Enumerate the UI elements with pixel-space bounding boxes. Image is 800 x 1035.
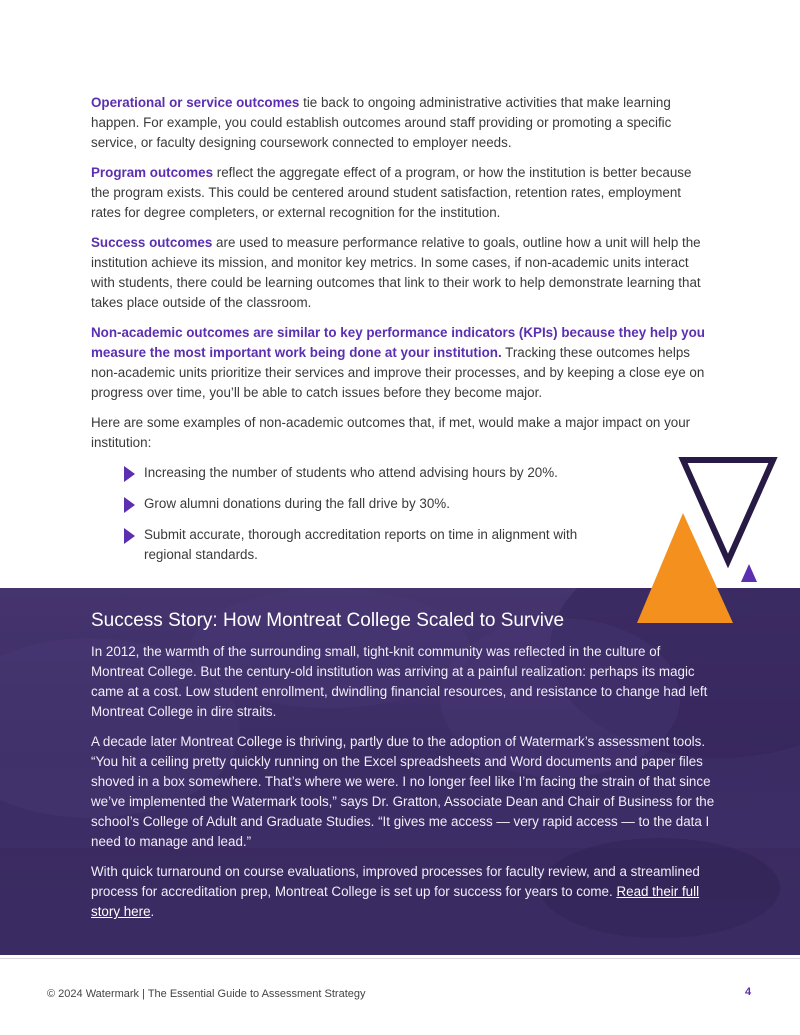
success-outcomes-term: Success outcomes [91, 235, 213, 250]
story-paragraph-3 [91, 862, 716, 922]
list-item [91, 494, 621, 514]
examples-list [91, 463, 711, 565]
small-purple-triangle-icon [741, 564, 757, 582]
story-paragraph-2: A decade later Montreat College is thriving, partly due to the adoption of Watermark’s assessment tools. “You hit a ceiling pretty quickly running on the Excel spreadsheets and Word documents and paper files shoved in a box somewhere. That’s where we were. I no longer feel like I’m facing the strain of that since we’ve implemented the Watermark tools,” says Dr. Gratton, Associate Dean and Chair of Business for the school’s College of Adult and Graduate Studies. “It gives me access — very rapid access — to the data I need to manage and lead.” [91, 734, 715, 849]
story-period: . [150, 904, 155, 919]
example-text: Increasing the number of students who attend advising hours by 20%. [144, 465, 558, 480]
examples-intro: Here are some examples of non-academic outcomes that, if met, would make a major impact on your institution: [91, 415, 691, 450]
operational-outcomes-term: Operational or service outcomes [91, 95, 300, 110]
story-title: Success Story: How Montreat College Scaled to Survive [91, 610, 565, 631]
story-paragraph-3-text: With quick turnaround on course evaluations, improved processes for faculty review, and a streamlined process for accreditation prep, Montreat College is set up for success for years to come. [91, 864, 700, 899]
kpi-paragraph [91, 323, 711, 403]
operational-outcomes-text: tie back to ongoing administrative activities that make learning happen. For example, you could establish outcomes around staff providing or promoting a specific service, or faculty designing coursework connected to employer needs. [91, 95, 672, 150]
example-text: Grow alumni donations during the fall drive by 30%. [144, 496, 450, 511]
page-number: 4 [745, 986, 752, 998]
triangle-bullet-icon [124, 466, 135, 482]
program-outcomes-text: reflect the aggregate effect of a program, or how the institution is better because the program exists. This could be centered around student satisfaction, retention rates, employment rates for degree completers, or external recognition for the institution. [91, 165, 692, 220]
triangle-bullet-icon [124, 528, 135, 544]
kpi-text: Tracking these outcomes helps non-academic units prioritize their services and improve their processes, and by keeping a close eye on progress over time, you’ll be able to catch issues before they become major. [91, 345, 705, 400]
program-outcomes-term: Program outcomes [91, 165, 214, 180]
list-item [91, 463, 621, 483]
kpi-term: Non-academic outcomes are similar to key performance indicators (KPIs) because they help you measure the most important work being done at your institution. [91, 325, 705, 360]
success-story-section [0, 588, 800, 955]
decorative-triangles-graphic [630, 455, 800, 630]
triangle-bullet-icon [124, 497, 135, 513]
read-full-story-link[interactable]: Read their full story here [91, 884, 700, 919]
main-content [91, 93, 711, 576]
footer-divider [0, 958, 800, 959]
story-paragraph-1: In 2012, the warmth of the surrounding small, tight-knit community was reflected in the culture of Montreat College. But the century-old institution was arriving at a painful realization: perhaps its magic came at a cost. Low student enrollment, dwindling financial resources, and resistance to change had left Montreat College in dire straits. [91, 644, 708, 719]
success-outcomes-text: are used to measure performance relative to goals, outline how a unit will help the institution achieve its mission, and monitor key metrics. In some cases, if non-academic units interact with students, there could be learning outcomes that link to their work to help demonstrate learning that takes place outside of the classroom. [91, 235, 701, 310]
list-item [91, 525, 621, 565]
story-content [91, 608, 716, 932]
footer-text: © 2024 Watermark | The Essential Guide to Assessment Strategy [47, 988, 366, 1000]
orange-triangle-icon [637, 513, 733, 623]
operational-outcomes-paragraph [91, 93, 711, 153]
program-outcomes-paragraph [91, 163, 711, 223]
success-outcomes-paragraph [91, 233, 711, 313]
example-text: Submit accurate, thorough accreditation reports on time in alignment with regional standards. [144, 527, 578, 562]
